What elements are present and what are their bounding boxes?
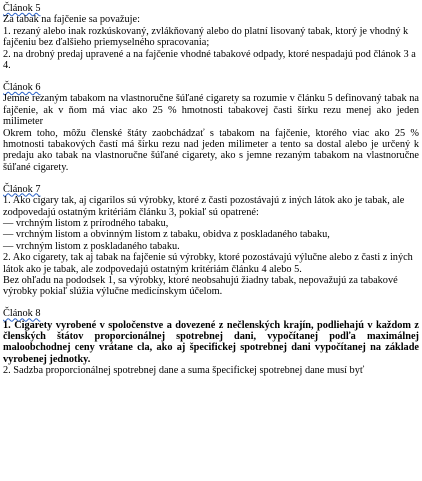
article-5 [3,3,419,71]
article-7-heading: Článok 7 [3,183,41,195]
article-7-paragraph-2: — vrchným listom z prírodného tabaku, [3,217,169,229]
article-7-paragraph-4: — vrchným listom z poskladaného tabaku. [3,240,180,252]
article-5-paragraph-3: 2. na drobný predaj upravené a na fajčenie vhodné tabakové odpady, ktoré nespadajú pod článok 3 a 4. [3,48,419,72]
article-5-heading: Článok 5 [3,3,41,14]
article-6-heading: Článok 6 [3,81,41,93]
article-7-paragraph-6: Bez ohľadu na pododsek 1, sa výrobky, ktoré neobsahujú žiadny tabak, nepovažujú za tabakové výrobky pokiaľ slúžia výlučne medicínskym účelom. [3,274,401,298]
article-7-paragraph-5: 2. Ako cigarety, tak aj tabak na fajčenie sú výrobky, ktoré pozostávajú výlučne alebo z časti z iných látok ako je tabak, ale zodpovedajú ostatným kritériám článku 4 alebo 5. [3,252,416,275]
article-6-paragraph-2: Okrem toho, môžu členské štáty zaobchádzať s tabakom na fajčenie, ktorého viac ako 25 % hmotnosti tabakových častí má šírku rezu nad jeden milimeter a tento sa dostal alebo je určený k predaju ako tabak na vlastnoručne šúľané cigarety, ako s jemne rezaným tabakom na vlastnoručne šúľané cigarety. [3,127,422,173]
article-6 [3,81,422,173]
article-6-paragraph-1: Jemne rezaným tabakom na vlastnoručne šúľané cigarety sa rozumie v článku 5 definovaný tabak na fajčenie, ak v ňom má viac ako 25 % hmotnosti tabakovej časti šírku rezu menej ako jeden milimeter [3,93,422,128]
article-7-paragraph-3: — vrchným listom a obvinným listom z tabaku, obidva z poskladaného tabaku, [3,229,330,241]
article-8-paragraph-2: 2. Sadzba proporcionálnej spotrebnej dane a suma špecifickej spotrebnej dane musí byť [3,365,365,377]
article-5-paragraph-2: 1. rezaný alebo inak rozkúskovaný, zvlákňovaný alebo do platní lisovaný tabak, ktorý je vhodný k fajčeniu bez ďalšieho priemyselného spracovania; [3,25,411,49]
article-8-paragraph-1: 1. Cigarety vyrobené v spoločenstve a dovezené z nečlenských krajín, podliehajú v každom z členských štátov proporcionálnej spotrebnej dani, vypočítanej podľa maximálnej maloobchodnej ceny vrátane cla, ako aj špecifickej spotrebnej dani vypočítanej na základe vyrobenej jednotky. [3,319,422,365]
article-8-heading: Článok 8 [3,308,41,320]
article-7-paragraph-1: 1. Ako cigary tak, aj cigarilos sú výrobky, ktoré z časti pozostávajú z iných látok ako je tabak, ale zodpovedajú ostatným kritériám článku 3, pokiaľ sú opatrené: [3,195,407,218]
article-5-paragraph-1: Za tabak na fajčenie sa považuje: [3,14,140,26]
article-8 [3,308,422,377]
article-7 [3,184,419,298]
